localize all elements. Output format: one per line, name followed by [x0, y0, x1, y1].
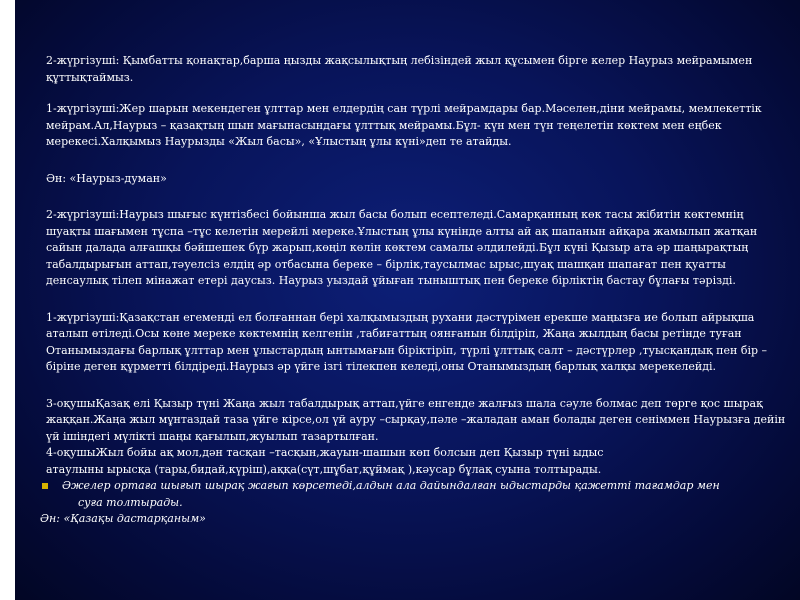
paragraph-student3: 3-оқушыҚазақ елі Қызыр түні Жаңа жыл табалдырық аттап,үйге енгенде жалғыз шала сәуле болмас деп төрге қос шырақ жаққан.Жаңа жыл мұнтаздай таза үйге кірсе,ол үй ауру –сырқау,пәле –жаладан аман болады деген сеніммен Наурызға дейін үй ішіндегі мүлікті шаңы қағылып,жуылып тазартылған. [46, 396, 786, 443]
square-bullet-icon [42, 483, 48, 489]
slide [15, 0, 800, 600]
paragraph-student4-cont: атаулыны ырысқа (тары,бидай,күріш),аққа(сүт,шұбат,құймақ ),кәусар бұлақ суына толтырады. [46, 462, 602, 476]
song-nauryz-duman: Ән: «Наурыз-думан» [46, 171, 167, 185]
stage-note-line1: Әжелер ортаға шығып шырақ жағып көрсетеді,алдын ала дайындалған ыдыстарды қажетті тағамдар мен [62, 479, 720, 492]
paragraph-host1-kazakhstan: 1-жүргізуші:Қазақстан егеменді ел болғаннан бері халқымыздың рухани дәстүрімен ерекше маңызға ие болып айрықша аталып өтіледі.Осы көне мереке көктемнің келгенін ,табиғаттың оянғанын білдіріп, Жаңа жылдың басы ретінде туған Отанымыздағы барлық ұлттар мен ұлыстардың ынтымағын біріктіріп, түрлі ұлттық салт – дәстүрлер ,туысқандық пен бір –біріне деген құрметті білдіреді.Наурыз әр үйге ізгі тілекпен келеді,оны Отанымыздың барлық халқы мерекелейді. [46, 310, 768, 373]
song-kazakhy-dastarkhanym: Ән: «Қазақы дастарқаным» [40, 512, 206, 525]
paragraph-host1-holidays: 1-жүргізуші:Жер шарын мекендеген ұлттар мен елдердің сан түрлі мейрамдары бар.Мәселен,діни мейрамы, мемлекеттік мейрам.Ал,Наурыз – қазақтың шын мағынасындағы ұлттық мейрамы.Бұл- күн мен түн теңелетін көктем мен еңбек мерекесі.Халқымыз Наурызды «Жыл басы», «Ұлыстың ұлы күні»деп те атайды. [46, 102, 762, 148]
slide-content [40, 53, 786, 528]
stage-note [42, 478, 786, 511]
paragraph-host2-greeting: 2-жүргізуші: Қымбатты қонақтар,барша ңызды жақсылықтың лебізіндей жыл құсымен бірге келер Наурыз мейрамымен құттықтаймыз. [46, 54, 753, 84]
paragraph-host2-calendar: 2-жүргізуші:Наурыз шығыс күнтізбесі бойынша жыл басы болып есептеледі.Самарқанның көк тасы жібитін көктемнің шуақты шағымен тұспа –тұс келетін мерейлі мереке.Ұлыстың ұлы күнінде алты ай ақ шапанын айқара жамылып жатқан сайын далада алғашқы бәйшешек бүр жарып,көңіл көлін көктем самалы әлдилейді.Бұл күні Қызыр ата әр шаңырақтың табалдырығын аттап,тәуелсіз елдің әр отбасына береке – бірлік,таусылмас ырыс,шуақ шашқан шапағат пен қуатты денсаулық тілеп мінажат етері даусыз. Наурыз уыздай ұйыған тыныштық пен береке бірліктің бастау бұлағы тәрізді. [46, 208, 758, 287]
paragraph-student4: 4-оқушыЖыл бойы ақ мол,дән тасқан –тасқын,жауын-шашын көп болсын деп Қызыр түні ыдыс [46, 446, 604, 459]
stage-note-line2: суға толтырады. [78, 495, 183, 509]
